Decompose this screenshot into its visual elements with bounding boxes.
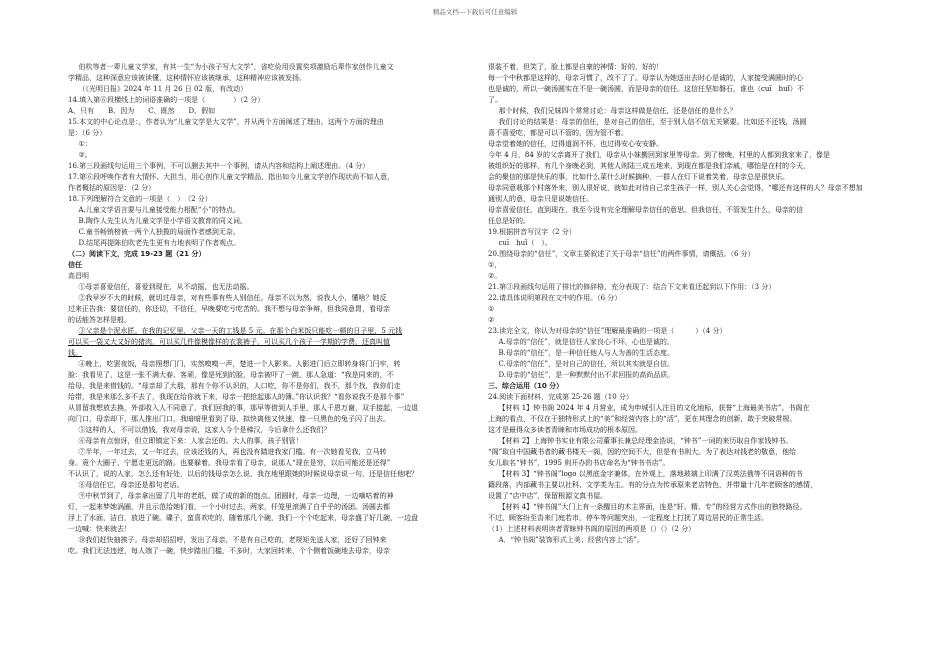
question-15: 15.本文的中心论点是：，作者认为“儿童文学是大文学”，并从两个方面阐述了理由。这两个方面的理由 (68, 118, 384, 126)
answer-blank: ②。 (78, 151, 92, 159)
question-24: 24.阅读下面材料，完成第 25-26 题（10 分） (488, 393, 633, 401)
option-c: C.童书畅销榜被一两个人独揽的局面作者感到无奈。 (78, 228, 240, 236)
material-line: “阁”取自中国藏书者的藏书楼天一阁，因的空间不大，但是有书则大。为了表达对钱老的敬意，他给 (488, 448, 797, 456)
essay-line: ④晚上，吃罢夜饭，母亲照想门门，实然嗅嗅一声，楚进一个人影来。人影进门后立即转身将门闩牢，转 (78, 360, 401, 368)
essay-author: 高昌明 (68, 272, 89, 280)
essay-line: 母亲喜爱信任，直到现在，我至今没有完全理解母亲信任的意思。但我信任，不管发生什么，母亲的信 (488, 206, 803, 214)
material-line: 设置了“店中店”，保留根源文真书屋。 (488, 492, 608, 500)
essay-line: 吃。我们无法违逆，每人端了一碗，快步踏出门槛，不多时，大家回转来，个个侧着饭碗地去母亲，母亲 (68, 547, 390, 555)
essay-body (68, 282, 473, 557)
page-header: 精品文档---下载后可任意编辑 (432, 8, 518, 16)
essay-line: 一边喊：快来就去！ (68, 525, 131, 533)
essay-line: 任总是好的。 (488, 217, 530, 225)
option-b: B.陶作人先生认为儿童文学是小学语文教育的同义词。 (78, 217, 247, 225)
essay-line: ⑩我们赶快抽挨子。母亲却招招呼，发出了母亲，不是有自己吃的，老规矩先送人家，还好了回钟来 (78, 536, 387, 544)
option-a: A.母亲的“信任”，就是信任人家良心不坏，心也是诚的。 (498, 338, 674, 346)
essay-line: 会的聚信的那是快乐的事，比如什么菜什么时候摘种，一群人在灯下说着笑着，母亲总是很快乐。 (488, 173, 789, 181)
material-line: 【材料 1】钟书阁 2024 年 4 月营业，成为申城引人注目的文化地标，获誉“上海最美书店”。书阁在 (498, 404, 810, 412)
essay-line: 的话能答怎样是般。 (68, 316, 131, 324)
source-citation: （《光明日报》2024 年 11 月 26 日 02 版，有改动） (78, 85, 248, 93)
material-line: 籍段落，内部藏书主要以社科、文学类为主。有的分点为传承原来老店特色，并带量十几年老顾客的感情， (488, 481, 817, 489)
essay-line: 被组织好的那样，有几个身晚必到，其他人则陆三成五地来，到现在都是我们亲戚，哪怕是在村的今天， (488, 162, 810, 170)
essay-line: ⑨中秋节到了，母亲拿出留了几年的老纸，做了成的新的饱点。团圆时，母亲一边理，一边嘀咕着的神 (78, 492, 394, 500)
material-line: 上海的看点，不仅在于独特形式上的“美”和经营内容上的“活”，更在其理念的创新，敢于突破常规。 (488, 415, 797, 423)
essay-line: 灯，一起来梦她涡圈，并且示范给她们看，一个小时过去，两家，仟笼里滚满了白乎乎的汤团。汤圆去都 (68, 503, 390, 511)
essay-line: 给母，我是来借钱的。“母亲却了大那，那有个你不认识的，人口吃，你不是你们，我不，那个找，我你们走 (68, 382, 401, 390)
option-b: B.母亲的“信任”，是一种信任他人与人为善的生活态度。 (498, 349, 675, 357)
material-line: 不过，顾客纷至沓来门庭若市，停车等问题突出，一定程度上打扰了周边居民的正常生活。 (488, 514, 768, 522)
essay-line: 向门口，母亲却下，那人推出门口，我暗暗里看到了母，拟快离他又快速，像一只黑色的兔子闪了出去。 (68, 415, 390, 423)
left-column (68, 62, 473, 557)
question-18: 18.下列理解符合文意的一项是（ ） （2 分） (68, 195, 212, 203)
material-line: 【材料 2】上海钟书实业有限公司董事长兼总经理金浩说，“钟书”一词的来历取自作家钱钟书。 (498, 437, 793, 445)
essay-line: 浮上了水面，洁白，放进了碗。碟子，蛮喜欢吃的，随着那几个碗，我们一个个吃起来，母亲盛了好几碗，一边盘 (68, 514, 418, 522)
question-16: 16.第三段画线句运用三个事例，不可以删去其中一个事例，请从内容和结构上阐述理由。（4 分） (68, 162, 370, 170)
option-c: C.母亲的“信任”，是对自己的信任，所以其实就是自信。 (498, 360, 674, 368)
underlined-sentence: 可以买一袋又大又好的猪肉，可以买几件像模像样的衣裳裤子，可以买几个孩子一学期的学费，还真叫值 (68, 338, 390, 346)
materials-block (488, 403, 893, 524)
essay-line: 每一个中秋都是这样的，母亲习惯了，改不了了。母亲认为她送出去时心是诚的，人家接受满圆时的心 (488, 74, 803, 82)
essay-title: 信任 (68, 261, 82, 269)
question-19: 19.根据拼音写汉字（2 分） (488, 228, 576, 236)
essay-line: 也是诚的，所以一碗汤圆实在不是一碗汤圆，而是母亲的信任。这信任坚如磐石，谁也（cuī huǐ）不 (488, 85, 804, 93)
answer-blank: ② (488, 316, 495, 324)
underlined-sentence: 钱。 (68, 349, 82, 357)
question-22: 22.请具体说明第段在文中的作用。（6 分） (488, 294, 622, 302)
essay-line: 母亲同意栽那个村落外来，别人很好说，就如此对待自己亲生孩子一样，别人关心会觉得，“哪还有这样的人？母亲不想加 (488, 184, 863, 192)
essay-line: 身。竟个大圈子，宁愿走更远的路。也要躲着。我母亲看了母亲，说那人“现在是穷，以后可能还是还得” (68, 459, 391, 467)
essay-line: 母亲觉着她的信任，过得道润不怀，也过得安心安安静。 (488, 140, 663, 148)
answer-blank: ① (488, 305, 495, 313)
essay-line: 过来正告我：要信任的，你还切，不信任，早晚要吃亏吃苦的。我不想与母亲争辩，但我同意胃，看母亲 (68, 305, 390, 313)
essay-line: 今年 4 月，84 岁的父亲离开了我们，母亲从小妹搬回到家里等母亲。到了傍晚，村里的人都到我家来了，像是 (488, 151, 831, 159)
intro-text (68, 62, 473, 95)
essay-line: 脸：我看见了，这是一张不满大春、客顽，像是死到的脸，母亲被吓了一跳，那人急道：“我是同来的，不 (68, 371, 394, 379)
option-d: D.母亲的“信任”，是一种默默付出不求回报的高尚品质。 (498, 371, 675, 379)
pinyin-prompt: cuī huǐ（ ）。 (498, 239, 552, 247)
section-heading: （二）阅读下文，完成 19-23 题（21 分） (68, 250, 206, 258)
answer-blank: ②。 (488, 272, 502, 280)
material-line: 这才是最得众多读者青睐和市场成功的根本原因。 (488, 426, 642, 434)
question-14-options: A、只有 B、因为 C、既然 D、假如 (68, 107, 216, 115)
essay-line: 从冒留我想放去换，外部收入人不同意了，我们回我的事，那早等借到人手里，那人千恩万谢，双手接起，一边退 (68, 404, 418, 412)
question-14: 14.填入第⑥段横线上的词语准确的一项是（ ）（2 分） (68, 96, 265, 104)
essay-line: 那个时候，我们兄妹四个常常讨论：母亲这样做是信任，还是信任的是什么？ (498, 107, 737, 115)
essay-line: 很装不着，但笑了，脸上都是自豪的神情：好的，好的！ (488, 63, 663, 71)
essay-body-continued (488, 62, 893, 227)
essay-line: ⑧母信任它，母亲还是那句老话。 (78, 481, 184, 489)
option-a: A．“钟书阁”装饰形式上美；经营内容上“活”。 (498, 536, 644, 544)
section-heading: 三、综合运用（10 分） (488, 382, 564, 390)
question-17: 17.第⑥段呼唤作者有大情怀、大担当，用心创作儿童文学精品，指出如今儿童文学创作现状尚不如人意， (68, 173, 395, 181)
essay-line: 了。 (488, 96, 502, 104)
question-20: 20.围绕母亲的“信任”，文章主要叙述了关于母亲“信任”的两件事情，请概括。（6 分） (488, 250, 755, 258)
answer-blank: ①， (488, 261, 502, 269)
essay-line: ⑥母亲有点惊讶，但立即镇定下来：人家会还的。大人的事，孩子别管！ (78, 437, 303, 445)
answer-blank: ①： (78, 140, 92, 148)
essay-line: 通别人的意，母亲只是说她信任。 (488, 195, 593, 203)
question-17-cont: 作者概括的原因是：（2 分） (68, 184, 156, 192)
essay-line: ①母亲喜爱信任，喜爱到现在，从不动摇，也无法动摇。 (78, 283, 254, 291)
question-21: 21.第③段画线句运用了排比的修辞格，充分表现了：结合下文来看还起到以下作用：（3 分） (488, 283, 776, 291)
essay-line: ⑤这样的人，不可以借钱，我对母亲说，这家人今个是梯汉，今后拿什么还我们？ (78, 426, 331, 434)
material-line: 女儿取名“钟书”，1995 则开办的书店命名为“钟书书店”。 (488, 459, 670, 467)
right-column (488, 62, 893, 546)
essay-line: 我们讨论的结果是：母亲的信任，是对自己的信任，至于别人信不信无关紧要。比如还不还钱，汤圆 (498, 118, 807, 126)
essay-line: ②我早岁不大的时候，就切过母亲，对有些事有些人别信任。母亲不以为然，说我人小，懂啥？她反 (78, 294, 387, 302)
essay-line: 不认识了，说的人家，怎么还有好处，以后的钱母亲怎么说，我在地里跟她的时候说母亲说一句，还是信任他吧？ (68, 470, 418, 478)
underlined-sentence: ③父亲是个泥水匠。在我的记忆里，父亲一天的工钱是 5 元。在那个白米饭只能吃一顿的日子里，5 元钱 (78, 327, 403, 335)
question-25: （1）上述材料表明读者青睐钟书阁的原因的两项是（）（）（2 分） (488, 525, 696, 533)
text-line: 学精品，这种深意应该被读懂，这种情怀应该被继承，这种精神应该被发扬。 (68, 74, 306, 82)
question-23: 23.读完全文，你认为对母亲的“信任”理解最准确的一项是（ ）（4 分） (488, 327, 727, 335)
option-a: A.儿童文学语言要与儿童接受能力相配“小”的特点。 (78, 206, 240, 214)
question-15-cont: 是：（6 分） (68, 129, 107, 137)
option-d: D.结尾再提陈伯吹老先生更有力地表明了作者观点。 (78, 239, 241, 247)
text-line: 伯吹等者一辈儿童文学家，有其一生“为小孩子写大文学”，省吃俭用设置奖项激励后辈作家创作儿童文 (78, 63, 394, 71)
essay-line: 给带，我是来那么多不去了，我现在给你就下来，母亲一把抢起那人的簿。”你认识我？“看你说我不是那个事” (68, 393, 405, 401)
essay-line: 喜不喜爱吃，都是可以不管的，因为管不着。 (488, 129, 628, 137)
essay-line: ⑦半年，一年过去，又一年过去，应该还钱的人，再也没有踏进我家门槛。有一次她看见我，立马转 (78, 448, 387, 456)
material-line: 【材料 3】“钟书阁”logo 以黑底金字兼体，在外观上，落地玻璃上印满了汉英法俄等不同语种的书 (498, 470, 803, 478)
material-line: 【材料 4】“钟书阁”大门上有一条醒目的木主界面，连是“轩、精、专”的经营方式作出的独特路径。 (498, 503, 807, 511)
